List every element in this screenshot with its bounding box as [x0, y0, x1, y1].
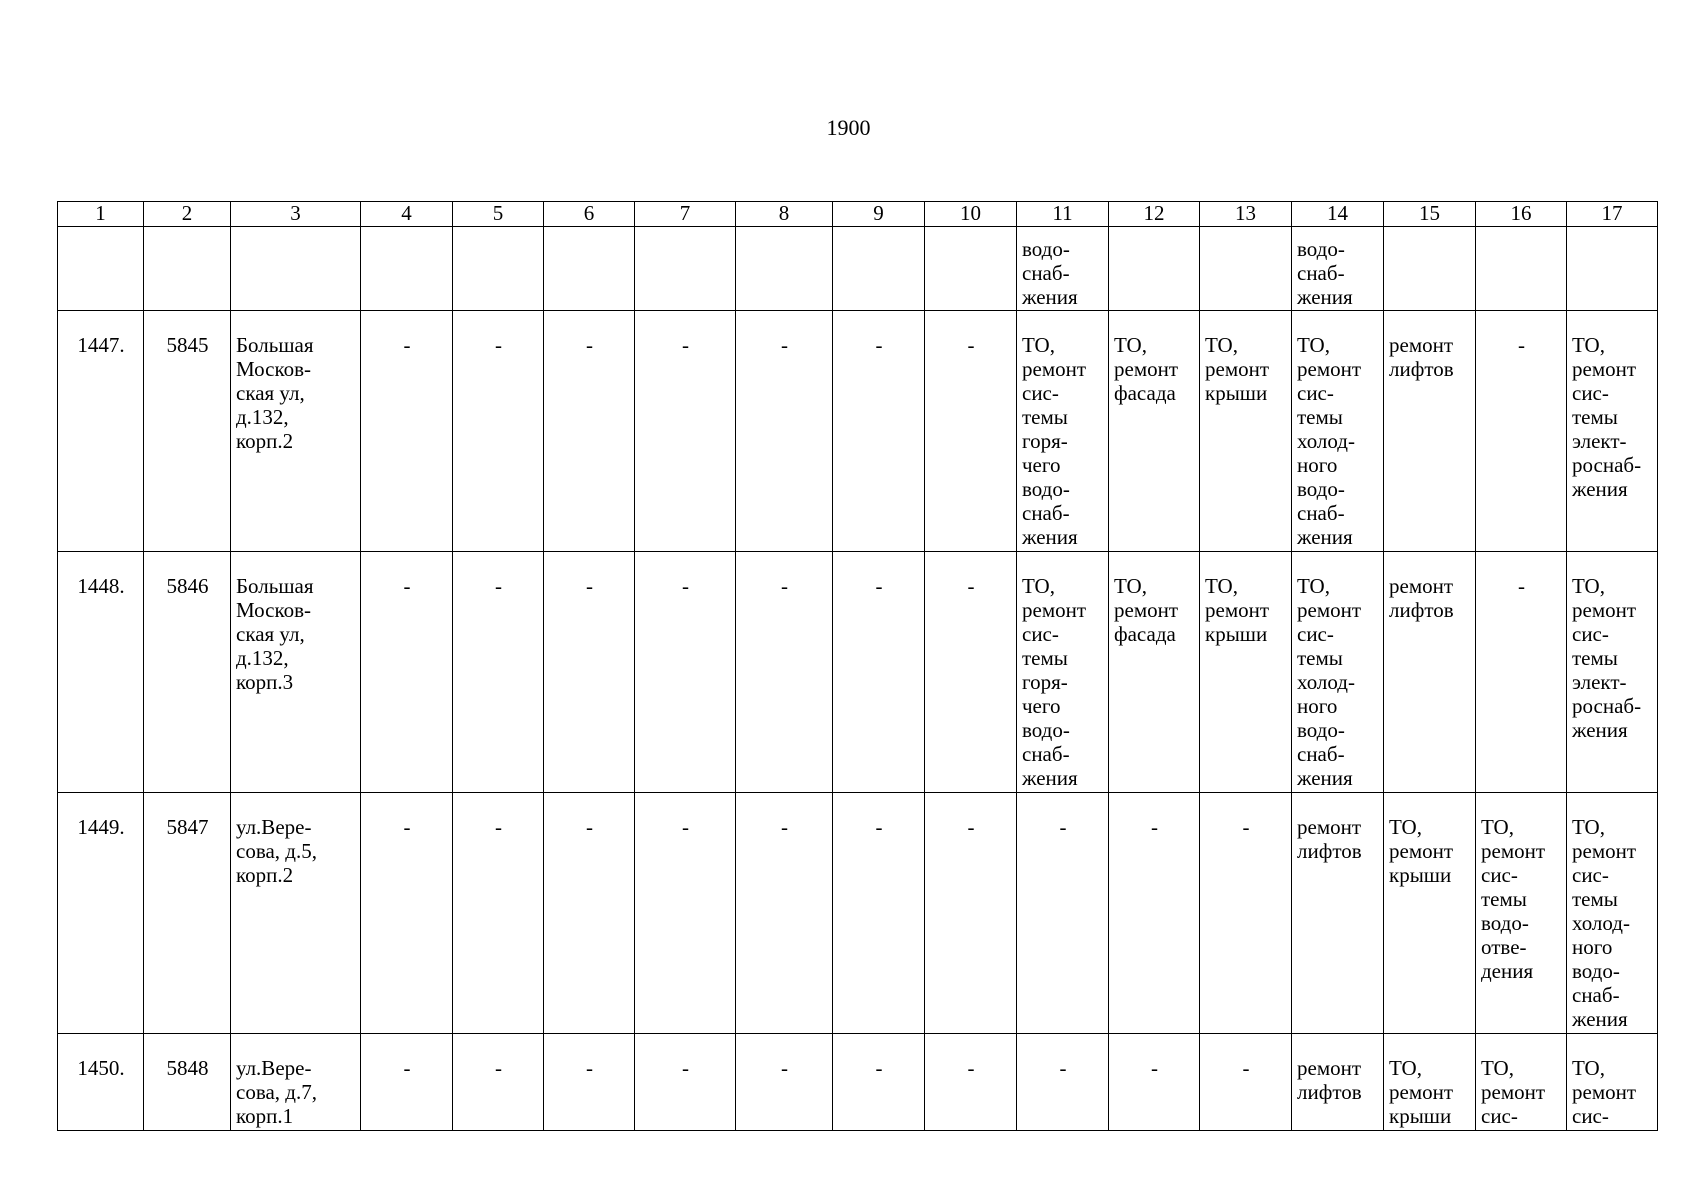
- column-number: 7: [635, 202, 736, 227]
- table-cell: [1109, 227, 1200, 311]
- cell-text-line: холод-: [1297, 429, 1355, 453]
- table-cell: [1476, 1034, 1567, 1131]
- cell-text-line: снаб-: [1022, 501, 1070, 525]
- cell-text-line: ремонт: [1572, 839, 1637, 863]
- cell-text-line: 1450.: [77, 1056, 125, 1080]
- cell-text-line: 5846: [166, 574, 209, 598]
- cell-text-line: снаб-: [1572, 983, 1620, 1007]
- cell-text-line: -: [495, 1056, 502, 1080]
- cell-text-line: сис-: [1481, 863, 1518, 887]
- cell-text-line: сис-: [1022, 381, 1059, 405]
- cell-text-line: фасада: [1114, 622, 1176, 646]
- cell-text-line: темы: [1022, 646, 1068, 670]
- table-cell: [1017, 1034, 1109, 1131]
- column-number: 8: [736, 202, 833, 227]
- cell-text-line: ская ул,: [236, 622, 305, 646]
- cell-text-line: жения: [1572, 477, 1628, 501]
- column-number: 6: [544, 202, 635, 227]
- cell-text-line: ремонт: [1114, 598, 1179, 622]
- table-cell: [925, 793, 1017, 1034]
- cell-text-line: -: [495, 815, 502, 839]
- cell-text-line: Большая: [236, 333, 314, 357]
- cell-text-line: 5847: [166, 815, 209, 839]
- table-cell: [1476, 552, 1567, 793]
- table-cell: [144, 1034, 231, 1131]
- table-cell: [58, 311, 144, 552]
- table-cell: [453, 1034, 544, 1131]
- cell-text-line: ного: [1297, 453, 1338, 477]
- table-cell: [1109, 552, 1200, 793]
- cell-text-line: -: [875, 574, 883, 598]
- cell-text-line: лифтов: [1297, 1080, 1362, 1104]
- table-cell: [833, 1034, 925, 1131]
- cell-text-line: 1448.: [77, 574, 125, 598]
- cell-text-line: сова, д.7,: [236, 1080, 317, 1104]
- cell-text-line: жения: [1022, 285, 1078, 309]
- table-cell: [544, 552, 635, 793]
- table-cell: [1292, 227, 1384, 311]
- cell-text-line: -: [403, 333, 411, 357]
- cell-text-line: элект-: [1572, 429, 1627, 453]
- table-cell: [1109, 1034, 1200, 1131]
- cell-text-line: 1449.: [77, 815, 125, 839]
- table-cell: [1567, 793, 1658, 1034]
- table-cell: [1017, 793, 1109, 1034]
- cell-text-line: корп.2: [236, 863, 294, 887]
- cell-text-line: ремонт: [1297, 357, 1362, 381]
- cell-text-line: сис-: [1022, 622, 1059, 646]
- table-cell: [1384, 552, 1476, 793]
- cell-text-line: ТО,: [1572, 815, 1605, 839]
- column-number: 15: [1384, 202, 1476, 227]
- cell-text-line: жения: [1572, 1007, 1628, 1031]
- cell-text-line: ремонт: [1389, 1080, 1454, 1104]
- cell-text-line: -: [586, 1056, 593, 1080]
- cell-text-line: Москов-: [236, 598, 312, 622]
- cell-text-line: 5848: [166, 1056, 209, 1080]
- cell-text-line: -: [875, 815, 883, 839]
- table-cell: [736, 311, 833, 552]
- cell-text-line: -: [781, 815, 788, 839]
- cell-text-line: сис-: [1297, 381, 1334, 405]
- cell-text-line: д.132,: [236, 646, 289, 670]
- continuation-row: [58, 227, 1658, 311]
- cell-text-line: жения: [1022, 525, 1078, 549]
- cell-text-line: темы: [1297, 646, 1343, 670]
- page-number: 1900: [826, 115, 871, 140]
- cell-text-line: темы: [1572, 405, 1618, 429]
- cell-text-line: ного: [1572, 935, 1613, 959]
- cell-text-line: -: [1059, 1056, 1067, 1080]
- table-cell: [1567, 1034, 1658, 1131]
- table-cell: [1384, 793, 1476, 1034]
- table-cell: [58, 793, 144, 1034]
- table-cell: [736, 793, 833, 1034]
- cell-text-line: -: [1242, 1056, 1250, 1080]
- table-cell: [231, 311, 361, 552]
- table-cell: [1292, 1034, 1384, 1131]
- cell-text-line: роснаб-: [1572, 453, 1642, 477]
- table-cell: [144, 793, 231, 1034]
- cell-text-line: ремонт: [1297, 598, 1362, 622]
- cell-text-line: ТО,: [1389, 815, 1422, 839]
- cell-text-line: водо-: [1297, 718, 1345, 742]
- table-cell: [58, 552, 144, 793]
- cell-text-line: ТО,: [1114, 574, 1147, 598]
- table-cell: [1384, 227, 1476, 311]
- table-cell: [1200, 227, 1292, 311]
- table-cell: [635, 311, 736, 552]
- table-row: [58, 311, 1658, 552]
- cell-text-line: ремонт: [1022, 357, 1087, 381]
- cell-text-line: ТО,: [1022, 333, 1055, 357]
- cell-text-line: ремонт: [1114, 357, 1179, 381]
- table-row: [58, 793, 1658, 1034]
- cell-text-line: сис-: [1297, 622, 1334, 646]
- cell-text-line: ТО,: [1205, 574, 1238, 598]
- table-row: [58, 552, 1658, 793]
- column-number: 16: [1476, 202, 1567, 227]
- cell-text-line: темы: [1481, 887, 1527, 911]
- table-cell: [1567, 552, 1658, 793]
- table-cell: [635, 793, 736, 1034]
- table-cell: [925, 227, 1017, 311]
- cell-text-line: темы: [1022, 405, 1068, 429]
- table-cell: [453, 227, 544, 311]
- table-cell: [1384, 311, 1476, 552]
- table-cell: [1017, 552, 1109, 793]
- cell-text-line: ремонт: [1297, 1056, 1362, 1080]
- cell-text-line: лифтов: [1297, 839, 1362, 863]
- table-cell: [1567, 227, 1658, 311]
- table-cell: [1384, 1034, 1476, 1131]
- column-number-row: [58, 202, 1658, 227]
- column-number: 9: [833, 202, 925, 227]
- cell-text-line: дения: [1481, 959, 1534, 983]
- cell-text-line: лифтов: [1389, 598, 1454, 622]
- table-cell: [58, 1034, 144, 1131]
- cell-text-line: темы: [1572, 646, 1618, 670]
- cell-text-line: снаб-: [1022, 742, 1070, 766]
- cell-text-line: крыши: [1389, 863, 1452, 887]
- table-cell: [144, 552, 231, 793]
- cell-text-line: -: [781, 574, 788, 598]
- table-cell: [453, 793, 544, 1034]
- cell-text-line: -: [1151, 815, 1158, 839]
- cell-text-line: -: [1518, 574, 1525, 598]
- table-cell: [544, 227, 635, 311]
- cell-text-line: ремонт: [1572, 1080, 1637, 1104]
- table-cell: [144, 311, 231, 552]
- table-cell: [1109, 311, 1200, 552]
- table-cell: [1292, 793, 1384, 1034]
- cell-text-line: чего: [1022, 694, 1061, 718]
- table-cell: [833, 227, 925, 311]
- table-cell: [1200, 552, 1292, 793]
- table-cell: [925, 552, 1017, 793]
- cell-text-line: -: [967, 1056, 975, 1080]
- cell-text-line: отве-: [1481, 935, 1527, 959]
- cell-text-line: жения: [1572, 718, 1628, 742]
- column-number: 17: [1567, 202, 1658, 227]
- repair-schedule-table: [57, 201, 1658, 1131]
- table-cell: [453, 311, 544, 552]
- cell-text-line: холод-: [1297, 670, 1355, 694]
- table-cell: [361, 227, 453, 311]
- cell-text-line: ТО,: [1481, 1056, 1514, 1080]
- cell-text-line: водо-: [1022, 237, 1070, 261]
- cell-text-line: -: [586, 333, 593, 357]
- table-cell: [231, 1034, 361, 1131]
- table-cell: [1292, 311, 1384, 552]
- table-cell: [635, 1034, 736, 1131]
- cell-text-line: водо-: [1022, 718, 1070, 742]
- cell-text-line: чего: [1022, 453, 1061, 477]
- cell-text-line: -: [403, 1056, 411, 1080]
- cell-text-line: сис-: [1572, 381, 1609, 405]
- cell-text-line: жения: [1297, 525, 1353, 549]
- cell-text-line: водо-: [1481, 911, 1529, 935]
- table-cell: [361, 311, 453, 552]
- table-cell: [231, 793, 361, 1034]
- cell-text-line: сис-: [1572, 1104, 1609, 1128]
- cell-text-line: -: [682, 1056, 689, 1080]
- cell-text-line: крыши: [1205, 622, 1268, 646]
- cell-text-line: -: [1151, 1056, 1158, 1080]
- cell-text-line: водо-: [1297, 477, 1345, 501]
- column-number: 2: [144, 202, 231, 227]
- cell-text-line: -: [967, 574, 975, 598]
- table-cell: [833, 311, 925, 552]
- cell-text-line: Москов-: [236, 357, 312, 381]
- cell-text-line: -: [1059, 815, 1067, 839]
- cell-text-line: 1447.: [77, 333, 125, 357]
- cell-text-line: -: [875, 1056, 883, 1080]
- cell-text-line: корп.1: [236, 1104, 294, 1128]
- cell-text-line: сова, д.5,: [236, 839, 317, 863]
- cell-text-line: ного: [1297, 694, 1338, 718]
- column-number: 12: [1109, 202, 1200, 227]
- column-number: 14: [1292, 202, 1384, 227]
- cell-text-line: -: [781, 1056, 788, 1080]
- cell-text-line: ремонт: [1205, 357, 1270, 381]
- cell-text-line: -: [403, 815, 411, 839]
- cell-text-line: ремонт: [1389, 333, 1454, 357]
- table-cell: [544, 311, 635, 552]
- cell-text-line: ТО,: [1205, 333, 1238, 357]
- table-cell: [1476, 227, 1567, 311]
- table-cell: [1567, 311, 1658, 552]
- cell-text-line: горя-: [1022, 670, 1068, 694]
- cell-text-line: -: [682, 333, 689, 357]
- cell-text-line: -: [495, 333, 502, 357]
- cell-text-line: снаб-: [1022, 261, 1070, 285]
- table-cell: [635, 552, 736, 793]
- cell-text-line: Большая: [236, 574, 314, 598]
- cell-text-line: водо-: [1297, 237, 1345, 261]
- table-cell: [635, 227, 736, 311]
- column-number: 13: [1200, 202, 1292, 227]
- cell-text-line: ТО,: [1297, 574, 1330, 598]
- cell-text-line: лифтов: [1389, 357, 1454, 381]
- cell-text-line: холод-: [1572, 911, 1630, 935]
- table-cell: [453, 552, 544, 793]
- cell-text-line: ТО,: [1022, 574, 1055, 598]
- cell-text-line: ремонт: [1481, 839, 1546, 863]
- cell-text-line: -: [403, 574, 411, 598]
- table-cell: [736, 552, 833, 793]
- table-cell: [1200, 311, 1292, 552]
- cell-text-line: сис-: [1572, 622, 1609, 646]
- cell-text-line: ТО,: [1297, 333, 1330, 357]
- cell-text-line: ремонт: [1389, 839, 1454, 863]
- column-number: 5: [453, 202, 544, 227]
- cell-text-line: ул.Вере-: [236, 1056, 312, 1080]
- cell-text-line: снаб-: [1297, 261, 1345, 285]
- cell-text-line: сис-: [1481, 1104, 1518, 1128]
- table-cell: [925, 311, 1017, 552]
- column-number: 3: [231, 202, 361, 227]
- cell-text-line: ремонт: [1572, 598, 1637, 622]
- table-row: [58, 1034, 1658, 1131]
- cell-text-line: ТО,: [1572, 1056, 1605, 1080]
- cell-text-line: ТО,: [1389, 1056, 1422, 1080]
- cell-text-line: ул.Вере-: [236, 815, 312, 839]
- cell-text-line: ремонт: [1297, 815, 1362, 839]
- cell-text-line: жения: [1297, 766, 1353, 790]
- column-number: 11: [1017, 202, 1109, 227]
- cell-text-line: ремонт: [1389, 574, 1454, 598]
- cell-text-line: ТО,: [1114, 333, 1147, 357]
- table-cell: [833, 793, 925, 1034]
- cell-text-line: темы: [1297, 405, 1343, 429]
- cell-text-line: -: [586, 574, 593, 598]
- cell-text-line: сис-: [1572, 863, 1609, 887]
- cell-text-line: фасада: [1114, 381, 1176, 405]
- cell-text-line: жения: [1297, 285, 1353, 309]
- cell-text-line: -: [875, 333, 883, 357]
- cell-text-line: жения: [1022, 766, 1078, 790]
- table-cell: [144, 227, 231, 311]
- column-number: 4: [361, 202, 453, 227]
- table-cell: [544, 793, 635, 1034]
- table-cell: [231, 552, 361, 793]
- cell-text-line: -: [1518, 333, 1525, 357]
- cell-text-line: водо-: [1572, 959, 1620, 983]
- table-cell: [1109, 793, 1200, 1034]
- cell-text-line: ремонт: [1481, 1080, 1546, 1104]
- table-cell: [544, 1034, 635, 1131]
- cell-text-line: д.132,: [236, 405, 289, 429]
- cell-text-line: ремонт: [1572, 357, 1637, 381]
- table-cell: [231, 227, 361, 311]
- cell-text-line: горя-: [1022, 429, 1068, 453]
- cell-text-line: ремонт: [1022, 598, 1087, 622]
- cell-text-line: корп.3: [236, 670, 294, 694]
- table-cell: [361, 1034, 453, 1131]
- cell-text-line: ТО,: [1572, 574, 1605, 598]
- cell-text-line: роснаб-: [1572, 694, 1642, 718]
- cell-text-line: ТО,: [1572, 333, 1605, 357]
- cell-text-line: снаб-: [1297, 742, 1345, 766]
- cell-text-line: ская ул,: [236, 381, 305, 405]
- table-cell: [736, 1034, 833, 1131]
- table-cell: [1017, 227, 1109, 311]
- table-cell: [58, 227, 144, 311]
- cell-text-line: -: [682, 815, 689, 839]
- cell-text-line: водо-: [1022, 477, 1070, 501]
- table-cell: [361, 793, 453, 1034]
- cell-text-line: -: [682, 574, 689, 598]
- cell-text-line: темы: [1572, 887, 1618, 911]
- cell-text-line: крыши: [1205, 381, 1268, 405]
- table-cell: [1476, 311, 1567, 552]
- cell-text-line: -: [1242, 815, 1250, 839]
- cell-text-line: ТО,: [1481, 815, 1514, 839]
- table-cell: [833, 552, 925, 793]
- table-cell: [1017, 311, 1109, 552]
- cell-text-line: -: [781, 333, 788, 357]
- table-cell: [361, 552, 453, 793]
- cell-text-line: корп.2: [236, 429, 294, 453]
- cell-text-line: крыши: [1389, 1104, 1452, 1128]
- column-number: 1: [58, 202, 144, 227]
- cell-text-line: снаб-: [1297, 501, 1345, 525]
- cell-text-line: элект-: [1572, 670, 1627, 694]
- table-cell: [1476, 793, 1567, 1034]
- cell-text-line: -: [586, 815, 593, 839]
- column-number: 10: [925, 202, 1017, 227]
- cell-text-line: -: [967, 815, 975, 839]
- table-cell: [1200, 793, 1292, 1034]
- cell-text-line: -: [967, 333, 975, 357]
- table-cell: [1292, 552, 1384, 793]
- table-cell: [736, 227, 833, 311]
- table-cell: [1200, 1034, 1292, 1131]
- cell-text-line: -: [495, 574, 502, 598]
- table-cell: [925, 1034, 1017, 1131]
- cell-text-line: ремонт: [1205, 598, 1270, 622]
- cell-text-line: 5845: [166, 333, 209, 357]
